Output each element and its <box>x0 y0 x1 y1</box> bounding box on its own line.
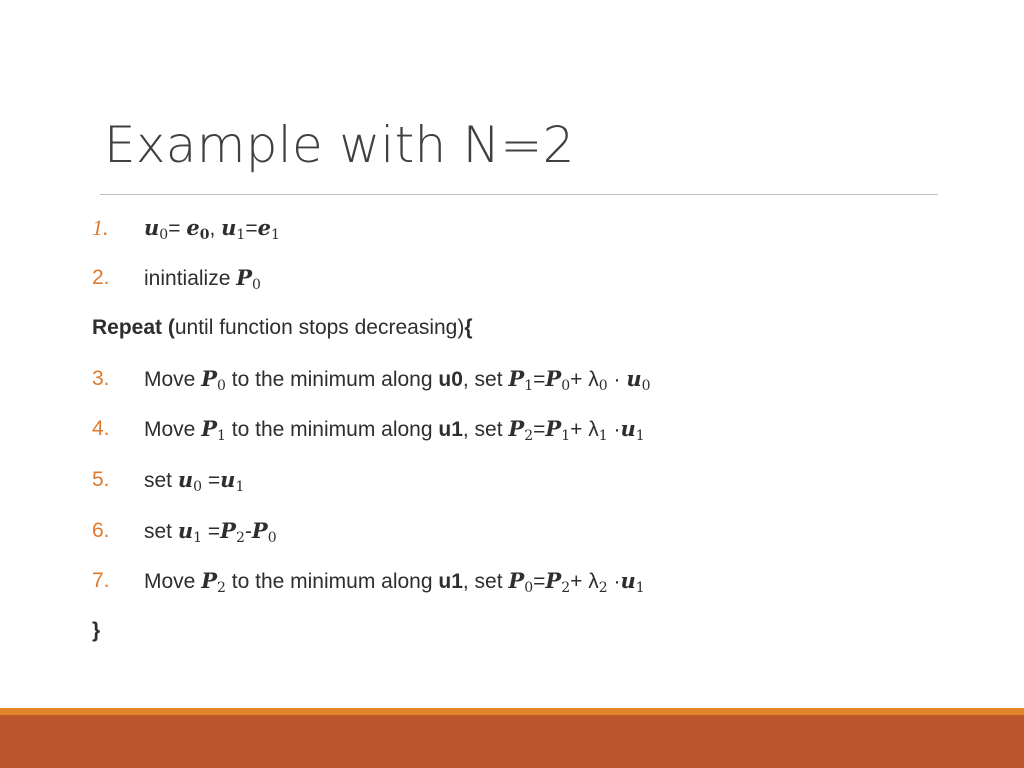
list-number: 1. <box>92 215 109 240</box>
footer-band <box>0 715 1024 768</box>
closing-brace: } <box>92 619 101 642</box>
list-text: inintialize P0 <box>144 265 261 293</box>
list-text: set u1 =P2-P0 <box>144 518 277 546</box>
title-divider <box>100 194 938 195</box>
list-number: 7. <box>92 569 110 592</box>
list-text: Move P2 to the minimum along u1, set P0=P2+ λ2 ·u1 <box>144 568 645 596</box>
list-number: 4. <box>92 417 110 440</box>
slide-title: Example with N=2 <box>104 116 575 174</box>
list-number: 5. <box>92 468 110 491</box>
list-text: set u0 =u1 <box>144 467 245 495</box>
repeat-text: Repeat (until function stops decreasing){ <box>92 316 473 339</box>
list-number: 3. <box>92 367 110 390</box>
list-number: 2. <box>92 266 110 289</box>
init-equation: u0= e0, u1=e1 <box>144 215 280 243</box>
list-number: 6. <box>92 519 110 542</box>
list-text: Move P0 to the minimum along u0, set P1=P0+ λ0 · u0 <box>144 366 651 394</box>
list-text: Move P1 to the minimum along u1, set P2=P1+ λ1 ·u1 <box>144 416 645 444</box>
footer-accent-stripe <box>0 708 1024 715</box>
